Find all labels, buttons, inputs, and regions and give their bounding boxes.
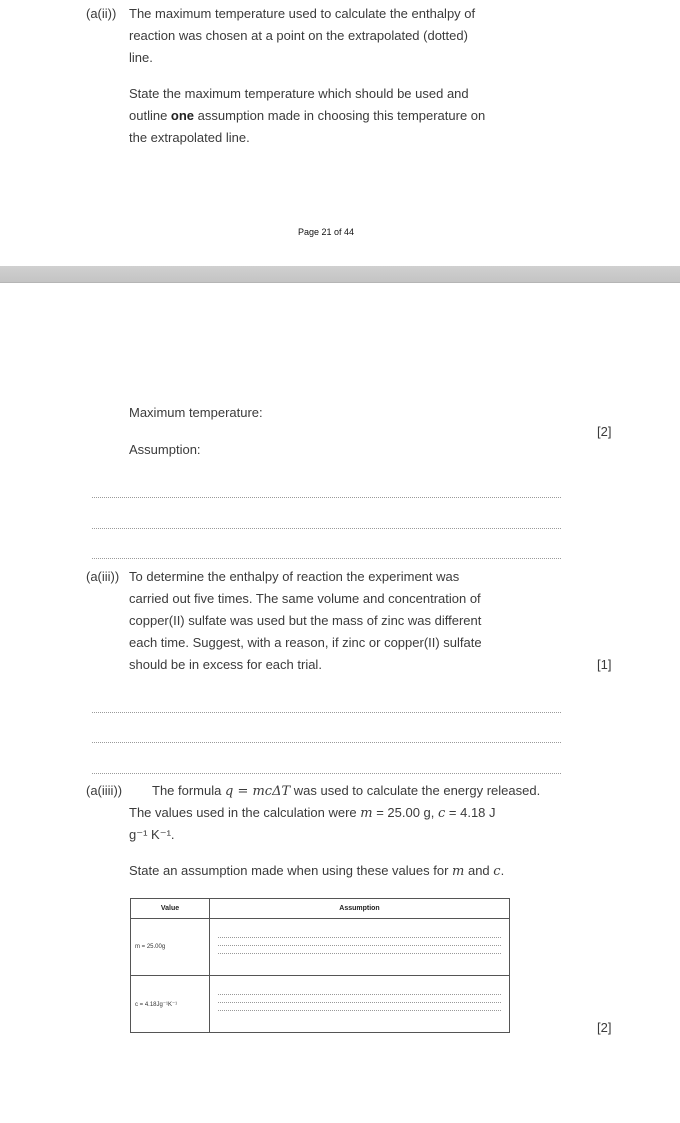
- question-a-ii-instruction-line1: State the maximum temperature which should be used and: [129, 86, 469, 101]
- assumption-cell-c[interactable]: [210, 976, 510, 1033]
- assumption-table: [130, 898, 510, 1033]
- question-a-iiii-line2: [129, 802, 496, 825]
- question-a-ii-instruction-line3: the extrapolated line.: [129, 130, 250, 145]
- question-a-iii-line2: carried out five times. The same volume and concentration of: [129, 591, 481, 606]
- question-a-iii-line3: copper(II) sulfate was used but the mass of zinc was different: [129, 613, 482, 628]
- question-label-a-iii: (a(iii)): [86, 569, 120, 584]
- marks-a-iii: [1]: [597, 657, 612, 672]
- table-row: [131, 919, 510, 976]
- instruction-text: outline: [129, 108, 171, 123]
- emphasis-one: one: [170, 108, 195, 123]
- header-value: Value: [131, 899, 210, 919]
- question-label-a-ii: (a(ii)): [86, 6, 117, 21]
- instruction-text: .: [500, 863, 505, 878]
- question-label-a-iiii: (a(iiii)): [86, 783, 123, 798]
- answer-line[interactable]: [218, 1010, 501, 1011]
- table-header-row: [131, 899, 510, 919]
- instruction-text: assumption made in choosing this temperature on: [194, 108, 486, 123]
- answer-line[interactable]: [92, 712, 561, 713]
- question-a-ii-instruction-line2: [129, 105, 485, 127]
- instruction-text: and: [464, 863, 494, 878]
- assumption-cell-m[interactable]: [210, 919, 510, 976]
- answer-line[interactable]: [92, 558, 561, 559]
- m-symbol: m: [452, 864, 465, 879]
- m-value: = 25.00 g,: [372, 805, 438, 820]
- question-a-ii-line2: reaction was chosen at a point on the extrapolated (dotted): [129, 28, 468, 43]
- question-a-iiii-line1: [152, 780, 540, 803]
- c-symbol: c: [493, 864, 501, 879]
- question-a-iii-line1: To determine the enthalpy of reaction the experiment was: [129, 569, 460, 584]
- m-symbol: m: [360, 806, 373, 821]
- max-temperature-label: Maximum temperature:: [129, 405, 263, 420]
- formula-outro: was used to calculate the energy released.: [290, 783, 541, 798]
- question-a-ii-line3: line.: [129, 50, 153, 65]
- marks-a-iiii: [2]: [597, 1020, 612, 1035]
- page-break-divider: [0, 266, 680, 283]
- question-a-iii-line5: should be in excess for each trial.: [129, 657, 322, 672]
- page-footer: Page 21 of 44: [298, 227, 355, 237]
- instruction-text: State an assumption made when using these values for: [129, 863, 453, 878]
- answer-line[interactable]: [218, 937, 501, 938]
- answer-line[interactable]: [92, 773, 561, 774]
- formula: q = mcΔT: [224, 784, 291, 799]
- answer-line[interactable]: [218, 953, 501, 954]
- answer-line[interactable]: [218, 994, 501, 995]
- answer-line[interactable]: [92, 528, 561, 529]
- value-cell-c: c = 4.18Jg⁻¹K⁻¹: [131, 976, 210, 1033]
- value-cell-m: m = 25.00g: [131, 919, 210, 976]
- answer-line[interactable]: [92, 497, 561, 498]
- header-assumption: Assumption: [210, 899, 510, 919]
- c-symbol: c: [438, 806, 446, 821]
- question-a-iiii-line3: g⁻¹ K⁻¹.: [129, 827, 175, 842]
- answer-line[interactable]: [218, 1002, 501, 1003]
- c-value: = 4.18 J: [445, 805, 496, 820]
- question-a-iiii-instruction: [129, 860, 504, 883]
- values-intro: The values used in the calculation were: [129, 805, 361, 820]
- answer-line[interactable]: [92, 742, 561, 743]
- answer-line[interactable]: [218, 945, 501, 946]
- question-a-ii-line1: The maximum temperature used to calculate the enthalpy of: [129, 6, 476, 21]
- marks-a-ii: [2]: [597, 424, 612, 439]
- question-a-iii-line4: each time. Suggest, with a reason, if zinc or copper(II) sulfate: [129, 635, 482, 650]
- assumption-label: Assumption:: [129, 442, 201, 457]
- table-row: [131, 976, 510, 1033]
- formula-intro: The formula: [152, 783, 225, 798]
